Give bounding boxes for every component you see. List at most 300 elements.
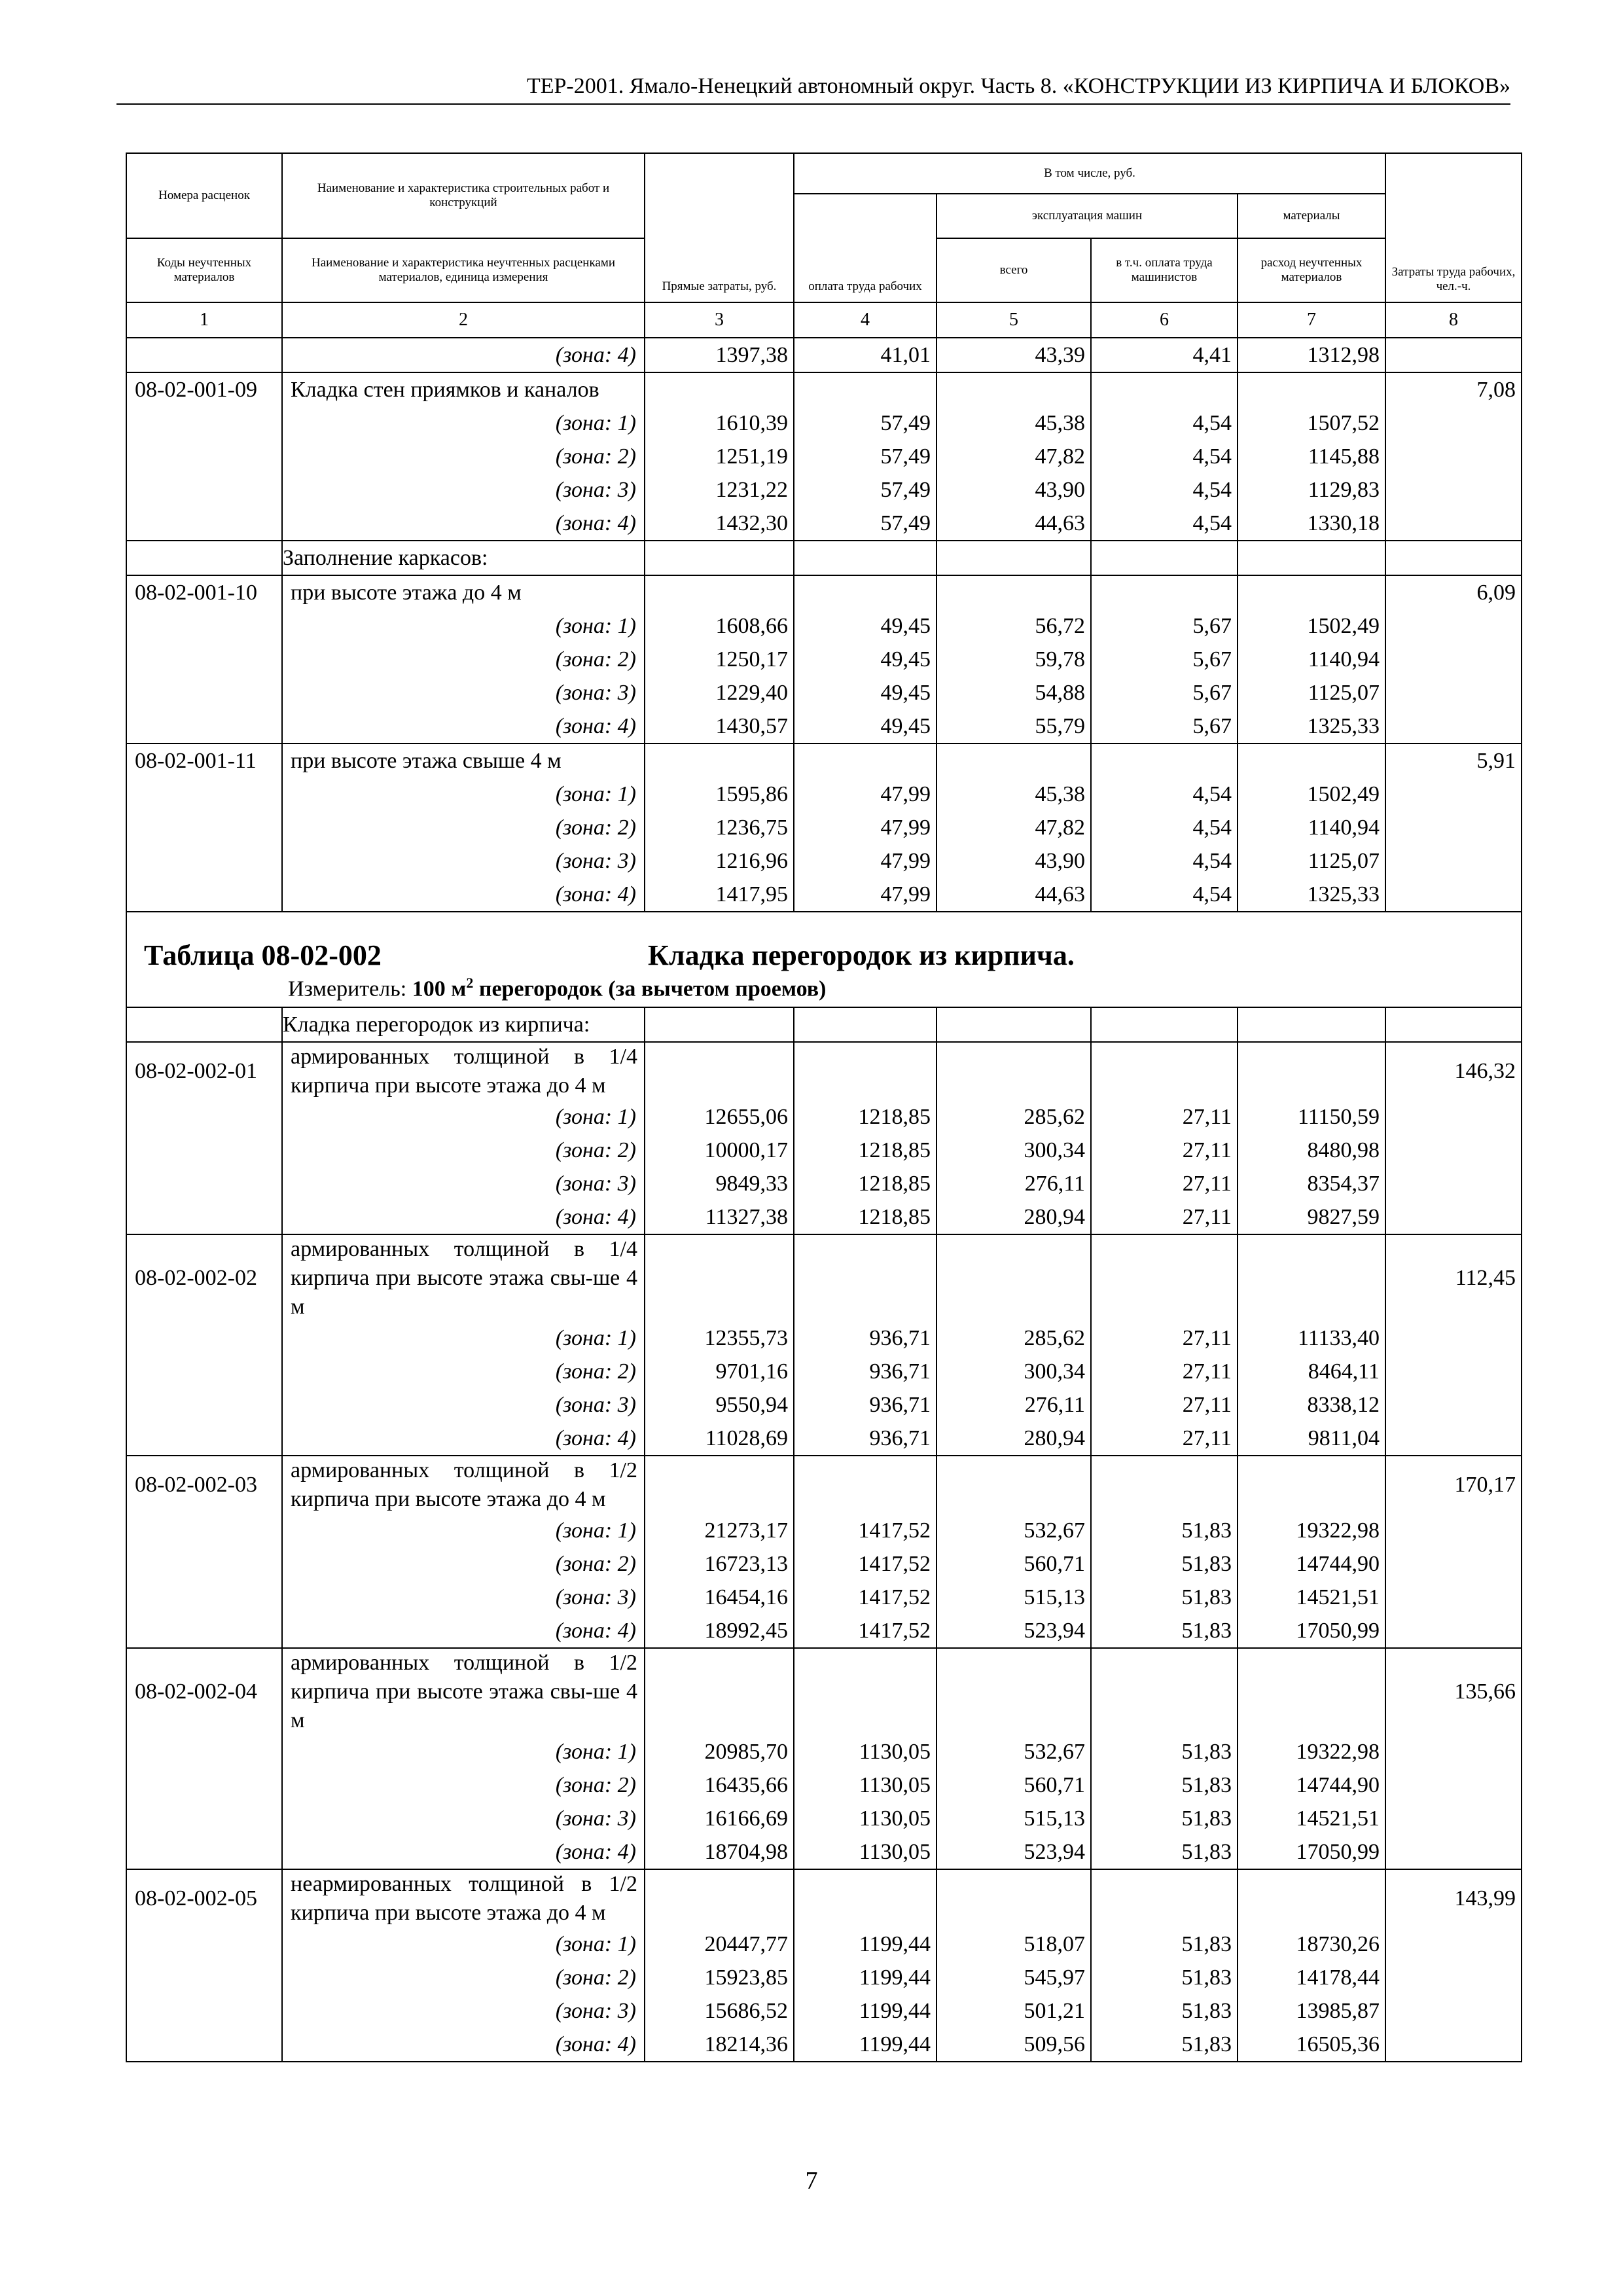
value-cell: 20447,77 xyxy=(645,1928,794,1961)
rate-group-row xyxy=(126,744,1522,778)
value-cell: 49,45 xyxy=(794,709,936,744)
zone-label: (зона: 4) xyxy=(282,878,645,912)
value-cell xyxy=(1238,372,1385,406)
labor-cell xyxy=(1385,1614,1522,1648)
labor-cell xyxy=(1385,440,1522,473)
value-cell: 1229,40 xyxy=(645,676,794,709)
value-cell: 4,41 xyxy=(1091,338,1238,372)
value-cell: 1199,44 xyxy=(794,1928,936,1961)
table-row xyxy=(126,2028,1522,2062)
labor-cost: 143,99 xyxy=(1385,1869,1522,1928)
labor-cell xyxy=(1385,1200,1522,1234)
value-cell: 55,79 xyxy=(936,709,1091,744)
rate-code-cell xyxy=(126,440,282,473)
table-row xyxy=(126,440,1522,473)
value-cell xyxy=(1091,1869,1238,1928)
value-cell xyxy=(1091,1234,1238,1321)
value-cell: 515,13 xyxy=(936,1802,1091,1835)
work-name: неармированных толщиной в 1/2 кирпича при высоте этажа до 4 м xyxy=(282,1869,645,1928)
value-cell: 515,13 xyxy=(936,1581,1091,1614)
value-cell: 27,11 xyxy=(1091,1355,1238,1388)
value-cell: 47,82 xyxy=(936,811,1091,844)
value-cell: 1125,07 xyxy=(1238,844,1385,878)
table-title-cell xyxy=(126,912,1522,1007)
zone-label: (зона: 1) xyxy=(282,778,645,811)
value-cell xyxy=(645,744,794,778)
value-cell: 532,67 xyxy=(936,1735,1091,1768)
value-cell xyxy=(794,1648,936,1735)
rate-code-cell xyxy=(126,1735,282,1768)
rate-code-cell xyxy=(126,1134,282,1167)
value-cell: 45,38 xyxy=(936,778,1091,811)
table-row xyxy=(126,1422,1522,1456)
value-cell: 1502,49 xyxy=(1238,778,1385,811)
value-cell: 4,54 xyxy=(1091,440,1238,473)
value-cell: 45,38 xyxy=(936,406,1091,440)
labor-cost: 6,09 xyxy=(1385,575,1522,609)
value-cell xyxy=(1238,1234,1385,1321)
value-cell: 4,54 xyxy=(1091,878,1238,912)
value-cell: 49,45 xyxy=(794,643,936,676)
labor-cost: 112,45 xyxy=(1385,1234,1522,1321)
value-cell: 16723,13 xyxy=(645,1547,794,1581)
value-cell: 509,56 xyxy=(936,2028,1091,2062)
value-cell: 9701,16 xyxy=(645,1355,794,1388)
rate-code-cell xyxy=(126,1581,282,1614)
value-cell: 1325,33 xyxy=(1238,878,1385,912)
value-cell: 57,49 xyxy=(794,507,936,541)
value-cell: 56,72 xyxy=(936,609,1091,643)
work-name: армированных толщиной в 1/4 кирпича при высоте этажа свы-ше 4 м xyxy=(282,1234,645,1321)
value-cell: 1507,52 xyxy=(1238,406,1385,440)
value-cell: 18704,98 xyxy=(645,1835,794,1869)
col-num: 1 xyxy=(126,302,282,338)
value-cell: 14521,51 xyxy=(1238,1802,1385,1835)
value-cell: 43,90 xyxy=(936,844,1091,878)
value-cell: 47,82 xyxy=(936,440,1091,473)
value-cell xyxy=(794,1869,936,1928)
zone-label: (зона: 3) xyxy=(282,1167,645,1200)
table-row xyxy=(126,643,1522,676)
col-mach-wage-header: в т.ч. оплата труда машинистов xyxy=(1091,238,1238,302)
value-cell: 16166,69 xyxy=(645,1802,794,1835)
labor-cost: 135,66 xyxy=(1385,1648,1522,1735)
table-row xyxy=(126,609,1522,643)
value-cell: 9550,94 xyxy=(645,1388,794,1422)
value-cell: 1218,85 xyxy=(794,1100,936,1134)
col-mach-total-header: всего xyxy=(936,238,1091,302)
rate-code-cell xyxy=(126,1961,282,1994)
table-row xyxy=(126,1100,1522,1134)
value-cell: 51,83 xyxy=(1091,1768,1238,1802)
zone-label: (зона: 4) xyxy=(282,709,645,744)
rate-code-cell xyxy=(126,778,282,811)
value-cell: 1608,66 xyxy=(645,609,794,643)
col-code-header: Номера расценок xyxy=(126,153,282,238)
labor-cell xyxy=(1385,338,1522,372)
zone-label: (зона: 2) xyxy=(282,1961,645,1994)
rate-code-cell xyxy=(126,1835,282,1869)
zone-label: (зона: 4) xyxy=(282,1200,645,1234)
zone-label: (зона: 4) xyxy=(282,1422,645,1456)
value-cell xyxy=(1238,1456,1385,1514)
rate-code-cell xyxy=(126,609,282,643)
value-cell: 4,54 xyxy=(1091,473,1238,507)
value-cell xyxy=(645,1234,794,1321)
rate-code-cell xyxy=(126,338,282,372)
value-cell xyxy=(645,1007,794,1042)
value-cell: 47,99 xyxy=(794,811,936,844)
value-cell xyxy=(1091,1042,1238,1100)
value-cell: 1417,95 xyxy=(645,878,794,912)
value-cell xyxy=(936,1456,1091,1514)
table-row xyxy=(126,1994,1522,2028)
zone-label: (зона: 2) xyxy=(282,643,645,676)
value-cell: 285,62 xyxy=(936,1100,1091,1134)
value-cell: 41,01 xyxy=(794,338,936,372)
value-cell xyxy=(794,1042,936,1100)
value-cell: 51,83 xyxy=(1091,1994,1238,2028)
value-cell: 51,83 xyxy=(1091,1961,1238,1994)
rate-code-cell xyxy=(126,473,282,507)
rate-group-row xyxy=(126,372,1522,406)
labor-cell xyxy=(1385,609,1522,643)
labor-cell xyxy=(1385,778,1522,811)
labor-cell xyxy=(1385,1961,1522,1994)
value-cell: 11028,69 xyxy=(645,1422,794,1456)
value-cell: 285,62 xyxy=(936,1321,1091,1355)
value-cell xyxy=(794,575,936,609)
table-row xyxy=(126,1167,1522,1200)
value-cell: 27,11 xyxy=(1091,1134,1238,1167)
labor-cell xyxy=(1385,1994,1522,2028)
value-cell xyxy=(1091,372,1238,406)
labor-cell xyxy=(1385,811,1522,844)
section-title: Кладка перегородок из кирпича: xyxy=(282,1007,645,1042)
value-cell: 49,45 xyxy=(794,609,936,643)
value-cell: 1417,52 xyxy=(794,1581,936,1614)
value-cell: 276,11 xyxy=(936,1167,1091,1200)
value-cell xyxy=(1238,744,1385,778)
value-cell: 51,83 xyxy=(1091,1614,1238,1648)
section-title: Заполнение каркасов: xyxy=(282,541,645,575)
value-cell xyxy=(1238,575,1385,609)
labor-cell xyxy=(1385,1928,1522,1961)
value-cell xyxy=(1091,575,1238,609)
value-cell: 1218,85 xyxy=(794,1200,936,1234)
value-cell xyxy=(1091,1648,1238,1735)
value-cell: 16505,36 xyxy=(1238,2028,1385,2062)
zone-label: (зона: 2) xyxy=(282,1547,645,1581)
value-cell: 523,94 xyxy=(936,1835,1091,1869)
col-incl-header: В том числе, руб. xyxy=(794,153,1385,194)
value-cell: 8354,37 xyxy=(1238,1167,1385,1200)
rate-code-cell xyxy=(126,643,282,676)
zone-label: (зона: 1) xyxy=(282,1321,645,1355)
table-body xyxy=(126,302,1522,2062)
value-cell: 523,94 xyxy=(936,1614,1091,1648)
labor-cell xyxy=(1385,507,1522,541)
value-cell: 1199,44 xyxy=(794,1961,936,1994)
value-cell: 8480,98 xyxy=(1238,1134,1385,1167)
value-cell xyxy=(1091,1007,1238,1042)
value-cell: 18214,36 xyxy=(645,2028,794,2062)
value-cell: 59,78 xyxy=(936,643,1091,676)
value-cell: 280,94 xyxy=(936,1422,1091,1456)
value-cell: 8464,11 xyxy=(1238,1355,1385,1388)
value-cell: 1432,30 xyxy=(645,507,794,541)
table-row xyxy=(126,1614,1522,1648)
value-cell: 560,71 xyxy=(936,1547,1091,1581)
table-title-row xyxy=(126,912,1522,1007)
zone-label: (зона: 1) xyxy=(282,406,645,440)
value-cell: 9811,04 xyxy=(1238,1422,1385,1456)
zone-label: (зона: 2) xyxy=(282,1355,645,1388)
rate-code-cell xyxy=(126,1355,282,1388)
zone-label: (зона: 3) xyxy=(282,844,645,878)
labor-cost: 7,08 xyxy=(1385,372,1522,406)
value-cell: 17050,99 xyxy=(1238,1614,1385,1648)
zone-label: (зона: 2) xyxy=(282,440,645,473)
value-cell xyxy=(1238,1042,1385,1100)
value-cell: 16454,16 xyxy=(645,1581,794,1614)
value-cell xyxy=(794,1234,936,1321)
table-row xyxy=(126,709,1522,744)
value-cell: 44,63 xyxy=(936,878,1091,912)
rate-code: 08-02-002-05 xyxy=(126,1869,282,1928)
value-cell: 19322,98 xyxy=(1238,1514,1385,1547)
col-labor-header: Затраты труда рабочих, чел.-ч. xyxy=(1385,153,1522,302)
rate-code-cell xyxy=(126,1547,282,1581)
meter-prefix: Измеритель: xyxy=(288,977,407,1001)
value-cell: 12355,73 xyxy=(645,1321,794,1355)
table-title: Кладка перегородок из кирпича. xyxy=(648,939,1075,971)
value-cell: 57,49 xyxy=(794,440,936,473)
value-cell xyxy=(1238,1007,1385,1042)
value-cell: 11327,38 xyxy=(645,1200,794,1234)
labor-cell xyxy=(1385,709,1522,744)
rate-code-cell xyxy=(126,1768,282,1802)
table-row xyxy=(126,473,1522,507)
value-cell: 51,83 xyxy=(1091,1928,1238,1961)
table-row xyxy=(126,1961,1522,1994)
rate-code-cell xyxy=(126,676,282,709)
value-cell: 51,83 xyxy=(1091,2028,1238,2062)
labor-cost: 170,17 xyxy=(1385,1456,1522,1514)
rate-code: 08-02-002-02 xyxy=(126,1234,282,1321)
table-row xyxy=(126,811,1522,844)
value-cell xyxy=(645,1042,794,1100)
value-cell: 4,54 xyxy=(1091,406,1238,440)
meter-value: 100 м xyxy=(412,977,467,1001)
value-cell: 43,39 xyxy=(936,338,1091,372)
value-cell: 560,71 xyxy=(936,1768,1091,1802)
work-name: армированных толщиной в 1/2 кирпича при высоте этажа свы-ше 4 м xyxy=(282,1648,645,1735)
column-numbers-row xyxy=(126,302,1522,338)
work-name: Кладка стен приямков и каналов xyxy=(282,372,645,406)
table-row xyxy=(126,1768,1522,1802)
value-cell: 4,54 xyxy=(1091,811,1238,844)
table-meter xyxy=(127,972,1521,1007)
rate-code-cell xyxy=(126,1802,282,1835)
value-cell: 51,83 xyxy=(1091,1547,1238,1581)
rate-group-row xyxy=(126,1456,1522,1514)
value-cell: 4,54 xyxy=(1091,507,1238,541)
table-row xyxy=(126,878,1522,912)
rate-group-row xyxy=(126,575,1522,609)
rate-code: 08-02-002-03 xyxy=(126,1456,282,1514)
value-cell: 1199,44 xyxy=(794,2028,936,2062)
value-cell: 14178,44 xyxy=(1238,1961,1385,1994)
value-cell: 27,11 xyxy=(1091,1422,1238,1456)
table-row xyxy=(126,778,1522,811)
table-row xyxy=(126,1514,1522,1547)
value-cell: 9827,59 xyxy=(1238,1200,1385,1234)
value-cell: 1595,86 xyxy=(645,778,794,811)
value-cell: 27,11 xyxy=(1091,1100,1238,1134)
col-num: 7 xyxy=(1238,302,1385,338)
value-cell: 47,99 xyxy=(794,778,936,811)
value-cell: 21273,17 xyxy=(645,1514,794,1547)
value-cell: 1417,52 xyxy=(794,1547,936,1581)
work-name: при высоте этажа до 4 м xyxy=(282,575,645,609)
zone-label: (зона: 4) xyxy=(282,1614,645,1648)
value-cell: 936,71 xyxy=(794,1321,936,1355)
value-cell: 18992,45 xyxy=(645,1614,794,1648)
value-cell: 14521,51 xyxy=(1238,1581,1385,1614)
value-cell: 15686,52 xyxy=(645,1994,794,2028)
value-cell xyxy=(1385,541,1522,575)
labor-cell xyxy=(1385,1547,1522,1581)
section-row xyxy=(126,1007,1522,1042)
table-row xyxy=(126,1802,1522,1835)
zone-label: (зона: 1) xyxy=(282,1514,645,1547)
value-cell: 936,71 xyxy=(794,1422,936,1456)
value-cell: 19322,98 xyxy=(1238,1735,1385,1768)
col-num: 8 xyxy=(1385,302,1522,338)
rate-code-cell xyxy=(126,1422,282,1456)
value-cell xyxy=(936,1007,1091,1042)
rate-code-cell xyxy=(126,1614,282,1648)
value-cell xyxy=(794,372,936,406)
col-machines-header: эксплуатация машин xyxy=(936,194,1238,238)
rate-code: 08-02-001-10 xyxy=(126,575,282,609)
labor-cell xyxy=(1385,1735,1522,1768)
value-cell: 1251,19 xyxy=(645,440,794,473)
value-cell: 51,83 xyxy=(1091,1514,1238,1547)
zone-label: (зона: 1) xyxy=(282,1928,645,1961)
work-name: армированных толщиной в 1/4 кирпича при высоте этажа до 4 м xyxy=(282,1042,645,1100)
zone-label: (зона: 3) xyxy=(282,1581,645,1614)
value-cell xyxy=(645,1648,794,1735)
labor-cost: 5,91 xyxy=(1385,744,1522,778)
labor-cell xyxy=(1385,406,1522,440)
value-cell: 49,45 xyxy=(794,676,936,709)
value-cell: 280,94 xyxy=(936,1200,1091,1234)
col-mat-cost-header: расход неучтенных материалов xyxy=(1238,238,1385,302)
labor-cell xyxy=(1385,844,1522,878)
value-cell: 1218,85 xyxy=(794,1134,936,1167)
value-cell: 936,71 xyxy=(794,1355,936,1388)
zone-label: (зона: 1) xyxy=(282,1735,645,1768)
value-cell: 518,07 xyxy=(936,1928,1091,1961)
value-cell xyxy=(794,541,936,575)
labor-cost: 146,32 xyxy=(1385,1042,1522,1100)
value-cell: 11150,59 xyxy=(1238,1100,1385,1134)
labor-cell xyxy=(1385,1355,1522,1388)
value-cell: 47,99 xyxy=(794,844,936,878)
zone-label: (зона: 3) xyxy=(282,1388,645,1422)
value-cell: 51,83 xyxy=(1091,1835,1238,1869)
value-cell xyxy=(1238,541,1385,575)
table-row xyxy=(126,1355,1522,1388)
value-cell xyxy=(936,372,1091,406)
rate-group-row xyxy=(126,1042,1522,1100)
value-cell xyxy=(936,1869,1091,1928)
value-cell: 12655,06 xyxy=(645,1100,794,1134)
zone-label: (зона: 3) xyxy=(282,473,645,507)
labor-cell xyxy=(1385,1581,1522,1614)
value-cell xyxy=(936,541,1091,575)
labor-cell xyxy=(1385,878,1522,912)
value-cell: 9849,33 xyxy=(645,1167,794,1200)
value-cell: 8338,12 xyxy=(1238,1388,1385,1422)
rate-code: 08-02-001-09 xyxy=(126,372,282,406)
value-cell xyxy=(794,744,936,778)
value-cell: 300,34 xyxy=(936,1134,1091,1167)
value-cell xyxy=(794,1456,936,1514)
value-cell xyxy=(645,1456,794,1514)
value-cell: 1130,05 xyxy=(794,1768,936,1802)
value-cell: 300,34 xyxy=(936,1355,1091,1388)
value-cell: 13985,87 xyxy=(1238,1994,1385,2028)
value-cell: 18730,26 xyxy=(1238,1928,1385,1961)
value-cell: 532,67 xyxy=(936,1514,1091,1547)
labor-cell xyxy=(1385,2028,1522,2062)
table-row xyxy=(126,1581,1522,1614)
value-cell: 27,11 xyxy=(1091,1200,1238,1234)
value-cell xyxy=(936,1234,1091,1321)
value-cell: 276,11 xyxy=(936,1388,1091,1422)
rate-code-cell xyxy=(126,811,282,844)
value-cell: 11133,40 xyxy=(1238,1321,1385,1355)
zone-label: (зона: 2) xyxy=(282,811,645,844)
value-cell: 16435,66 xyxy=(645,1768,794,1802)
value-cell: 1130,05 xyxy=(794,1835,936,1869)
zone-label: (зона: 1) xyxy=(282,609,645,643)
value-cell: 51,83 xyxy=(1091,1581,1238,1614)
work-name: армированных толщиной в 1/2 кирпича при высоте этажа до 4 м xyxy=(282,1456,645,1514)
value-cell xyxy=(1385,1007,1522,1042)
value-cell: 1312,98 xyxy=(1238,338,1385,372)
page-number: 7 xyxy=(805,2167,818,2195)
table-row xyxy=(126,844,1522,878)
section-code-cell xyxy=(126,541,282,575)
table-header xyxy=(126,153,1522,302)
col-wage-header: оплата труда рабочих xyxy=(794,194,936,302)
value-cell: 57,49 xyxy=(794,473,936,507)
value-cell xyxy=(1091,744,1238,778)
labor-cell xyxy=(1385,1100,1522,1134)
meter-suffix: перегородок (за вычетом проемов) xyxy=(478,977,827,1001)
value-cell: 1610,39 xyxy=(645,406,794,440)
value-cell: 57,49 xyxy=(794,406,936,440)
value-cell: 1430,57 xyxy=(645,709,794,744)
table-row xyxy=(126,1388,1522,1422)
value-cell: 936,71 xyxy=(794,1388,936,1422)
value-cell: 47,99 xyxy=(794,878,936,912)
value-cell: 10000,17 xyxy=(645,1134,794,1167)
